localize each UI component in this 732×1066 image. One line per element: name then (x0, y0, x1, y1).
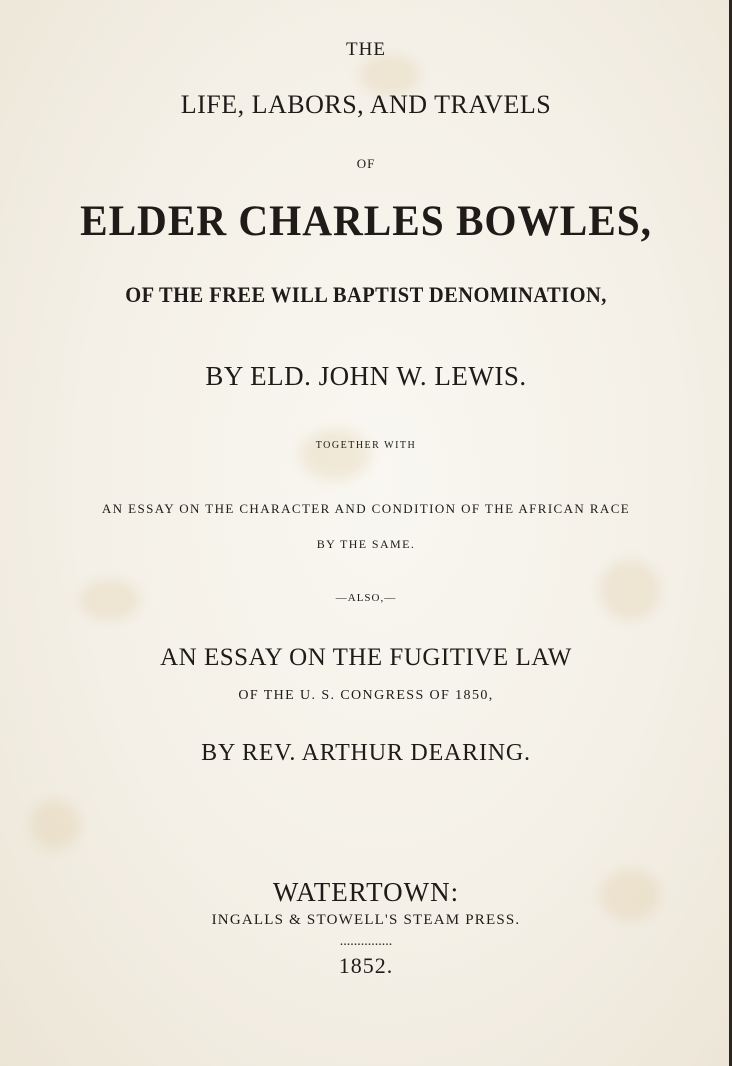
also-line: —ALSO,— (335, 592, 397, 604)
imprint-publisher: INGALLS & STOWELL'S STEAM PRESS. (211, 912, 521, 928)
paper-stain (600, 560, 660, 620)
paper-stain (30, 800, 80, 850)
title-article: THE (346, 39, 386, 60)
title-connector: OF (356, 156, 376, 171)
title-line: LIFE, LABORS, AND TRAVELS (180, 90, 552, 119)
by-the-same-line: BY THE SAME. (316, 537, 416, 551)
congress-line: OF THE U. S. CONGRESS OF 1850, (238, 688, 494, 703)
together-with-line: TOGETHER WITH (315, 440, 417, 451)
second-author-line: BY REV. ARTHUR DEARING. (201, 740, 531, 766)
imprint-year: 1852. (338, 953, 394, 978)
essay-fugitive-law-line: AN ESSAY ON THE FUGITIVE LAW (160, 644, 572, 671)
subject-name: ELDER CHARLES BOWLES, (80, 198, 652, 245)
imprint-place: WATERTOWN: (272, 877, 460, 907)
paper-stain (360, 55, 420, 95)
essay-african-race-line: AN ESSAY ON THE CHARACTER AND CONDITION OF THE AFRICAN RACE (101, 501, 631, 516)
denomination-line: OF THE FREE WILL BAPTIST DENOMINATION, (125, 282, 607, 307)
imprint-divider: ............... (339, 934, 393, 949)
author-line: BY ELD. JOHN W. LEWIS. (205, 361, 527, 391)
paper-stain (300, 430, 370, 480)
